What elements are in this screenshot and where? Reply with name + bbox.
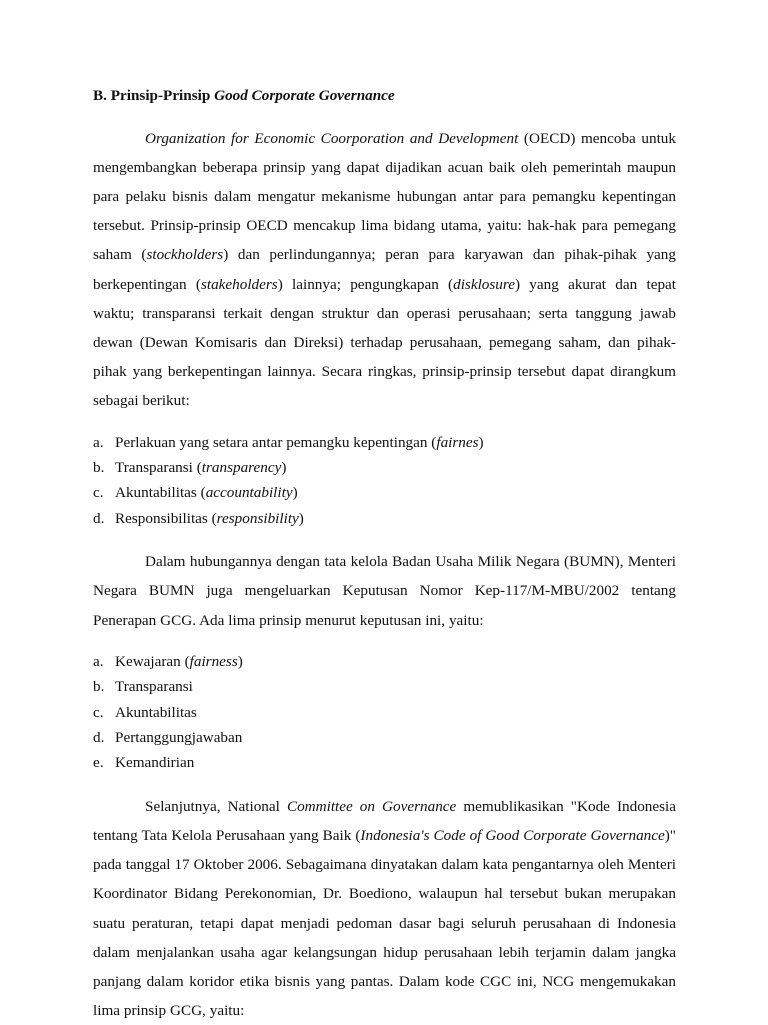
paragraph-ncg-code [93, 792, 676, 1025]
paragraph-1-segment-2: ) dan perlindungannya; peran para karyawan dan pihak-pihak yang berkepentingan ( [93, 246, 676, 293]
list-item [93, 674, 676, 699]
paragraph-3-segment-2: memublikasikan "Kode Indonesia tentang Tata Kelola Perusahaan yang Baik ( [93, 797, 677, 845]
list-marker: e. [93, 754, 104, 772]
list-item-label: Responsibilitas ( [115, 509, 217, 527]
list-item [93, 750, 676, 775]
section-heading-italic-term: Good Corporate Governance [214, 87, 395, 104]
list-item-label: Kemandirian [115, 754, 195, 772]
list-item-tail: ) [237, 652, 243, 670]
term-stakeholders: stakeholders [200, 275, 278, 293]
term-indonesias-code: Indonesia's Code of Good Corporate Governance [360, 827, 665, 845]
spacer [93, 776, 676, 792]
list-oecd-principles [93, 430, 676, 532]
list-marker: a. [93, 652, 104, 670]
paragraph-bumn-decree: Dalam hubungannya dengan tata kelola Badan Usaha Milik Negara (BUMN), Menteri Negara BUMN juga mengeluarkan Keputusan Nomor Kep-117/M-MBU/2002 tentang Penerapan GCG. Ada lima prinsip menurut keputusan ini, yaitu: [93, 553, 676, 629]
term-disklosure: disklosure [453, 275, 515, 293]
oecd-full-name: Organization for Economic Coorporation and Development [145, 129, 519, 147]
paragraph-1-segment-1: (OECD) mencoba untuk mengembangkan beberapa prinsip yang dapat dijadikan acuan baik oleh pemerintah maupun para pelaku bisnis dalam mengatur mekanisme hubungan antar para pemangku kepentingan tersebut. Prinsip-prinsip OECD mencakup lima bidang utama, yaitu: hak-hak para pemegang saham ( [93, 129, 676, 264]
list-item-label: Akuntabilitas ( [115, 484, 206, 502]
list-item [93, 725, 676, 750]
list-item-italic-term: transparency [201, 458, 282, 476]
list-item-tail: ) [298, 509, 304, 527]
list-item [93, 455, 676, 480]
term-stockholders: stockholders [146, 246, 224, 264]
list-item-label: Akuntabilitas [115, 703, 197, 721]
list-item-label: Kewajaran ( [115, 652, 190, 670]
list-item-label: Transparansi ( [115, 458, 202, 476]
paragraph-oecd-principles [93, 124, 676, 416]
list-item-italic-term: fairnes [436, 433, 479, 451]
list-item-label: Transparansi [115, 678, 193, 696]
list-item [93, 480, 676, 505]
list-marker: b. [93, 458, 105, 476]
section-heading-prefix: B. Prinsip-Prinsip [93, 87, 215, 104]
paragraph-3-segment-1: Selanjutnya, National [145, 797, 287, 815]
list-marker: c. [93, 484, 104, 502]
list-marker: d. [93, 509, 105, 527]
list-item-tail: ) [478, 433, 484, 451]
section-heading [93, 86, 676, 107]
list-item-italic-term: fairness [189, 652, 238, 670]
list-marker: d. [93, 729, 105, 746]
list-item-label: Perlakuan yang setara antar pemangku kepentingan ( [115, 433, 437, 451]
paragraph-1-segment-4: ) yang akurat dan tepat waktu; transparansi terkait dengan struktur dan operasi perusahaan; serta tanggung jawab dewan (Dewan Komisaris dan Direksi) terhadap perusahaan, pemegang saham, dan pihak-pihak yang berkepentingan lainnya. Secara ringkas, prinsip-prinsip tersebut dapat dirangkum sebagai berikut: [93, 275, 676, 410]
list-item-tail: ) [281, 458, 287, 476]
term-committee-on-governance: Committee on Governance [286, 797, 457, 815]
list-marker: c. [93, 703, 104, 721]
list-marker: b. [93, 678, 105, 696]
list-item [93, 430, 676, 455]
list-item-label: Pertanggungjawaban [115, 729, 243, 746]
list-item-italic-term: responsibility [216, 509, 299, 527]
list-item-italic-term: accountability [205, 484, 293, 502]
list-item-tail: ) [292, 484, 298, 502]
document-content [93, 86, 676, 1025]
list-item [93, 649, 676, 674]
paragraph-1-segment-3: ) lainnya; pengungkapan ( [277, 275, 454, 293]
list-marker: a. [93, 433, 104, 451]
list-item [93, 700, 676, 725]
list-bumn-principles [93, 649, 676, 776]
spacer [93, 531, 676, 547]
paragraph-3-segment-3: )" pada tanggal 17 Oktober 2006. Sebagaimana dinyatakan dalam kata pengantarnya oleh Menteri Koordinator Bidang Perekonomian, Dr. Boediono, walaupun hal tersebut bukan merupakan suatu peraturan, tetapi dapat menjadi pedoman dasar bagi seluruh perusahaan di Indonesia dalam menjalankan usaha agar kelangsungan hidup perusahaan lebih terjamin dalam jangka panjang dalam koridor etika bisnis yang pantas. Dalam kode CGC ini, NCG mengemukakan lima prinsip GCG, yaitu: [93, 827, 676, 1020]
list-item [93, 506, 676, 531]
